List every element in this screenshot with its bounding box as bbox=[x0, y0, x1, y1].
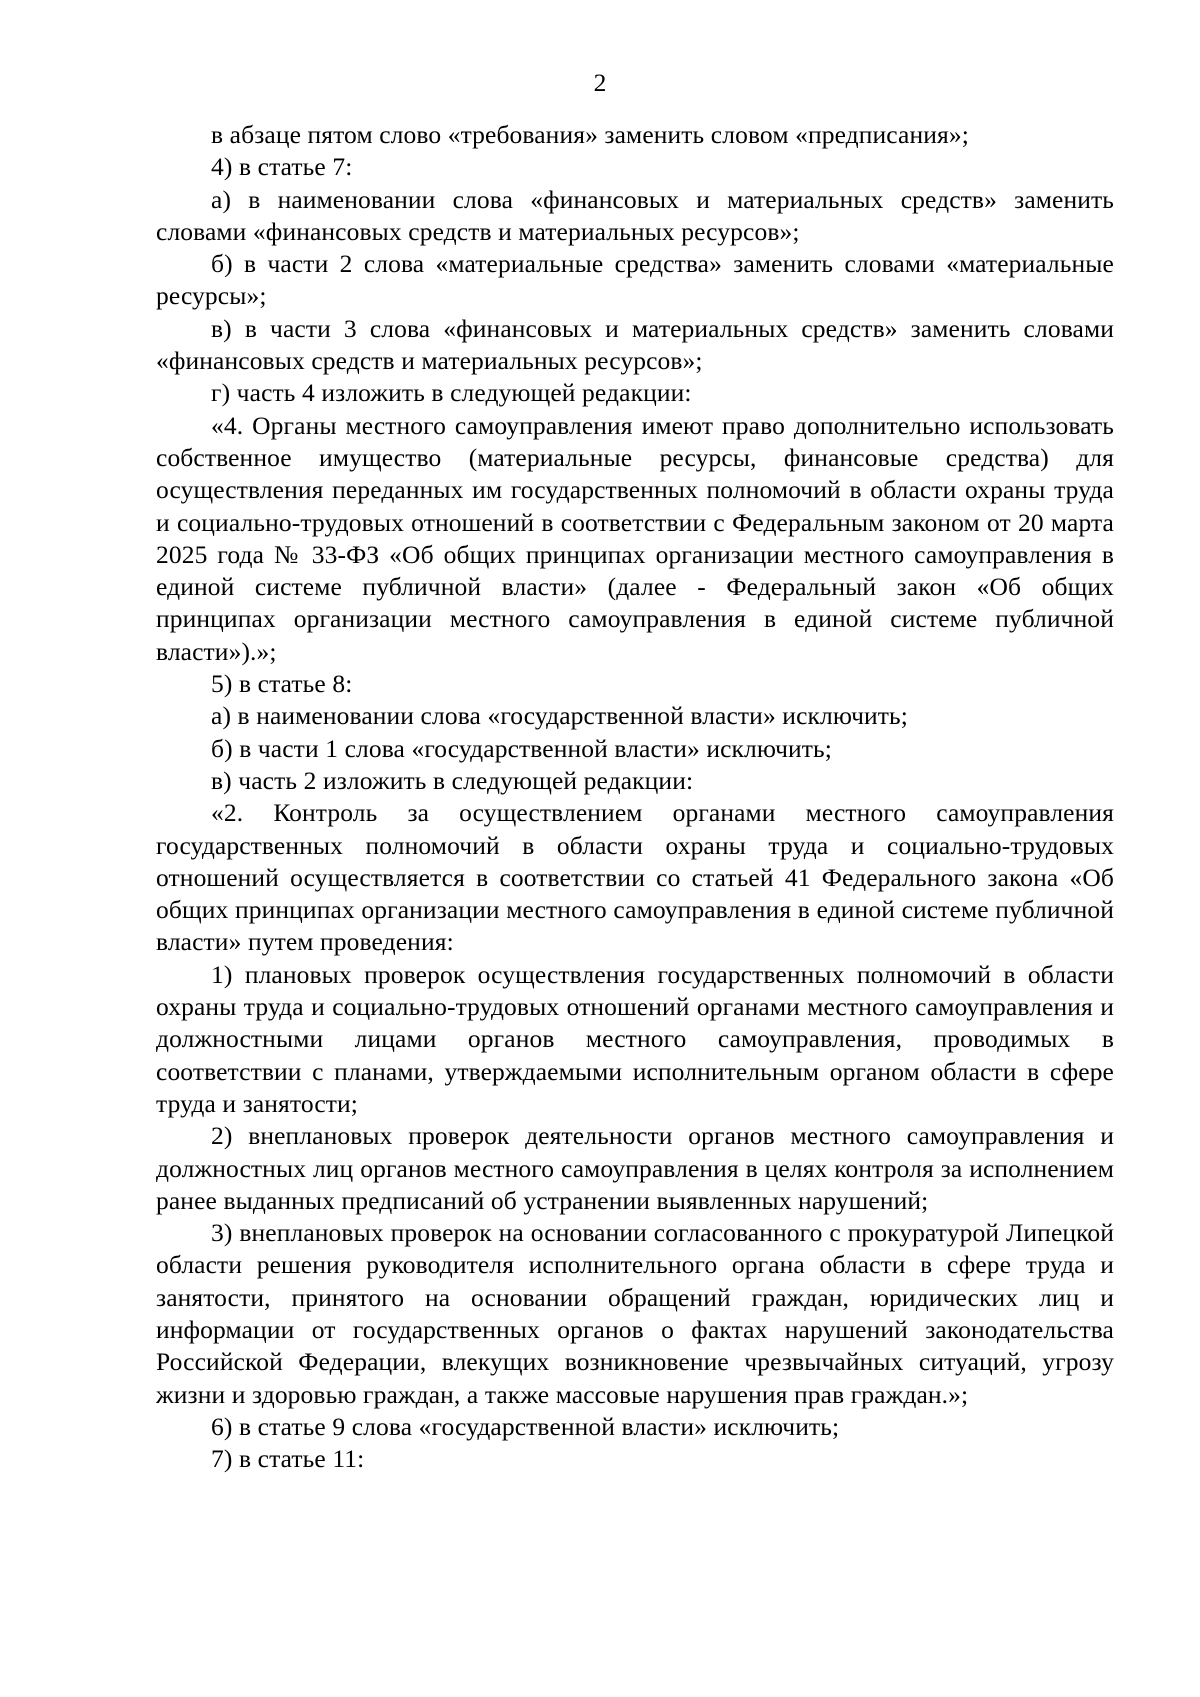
paragraph-item-4-article-7: 4) в статье 7: bbox=[211, 152, 353, 182]
paragraph-item-5-article-8: 5) в статье 8: bbox=[211, 669, 353, 699]
paragraph-7b: б) в части 2 слова «материальные средства» заменить словами «материальные ресурсы»; bbox=[156, 249, 1114, 311]
paragraph-7v: в) в части 3 слова «финансовых и материальных средств» заменить словами «финансовых средств и материальных ресурсов»; bbox=[156, 313, 1114, 376]
paragraph-amend-par5-word: в абзаце пятом слово «требования» заменить словом «предписания»; bbox=[211, 120, 969, 149]
paragraph-7g: г) часть 4 изложить в следующей редакции: bbox=[211, 378, 692, 408]
paragraph-part-4-text: «4. Органы местного самоуправления имеют право дополнительно использовать собственное имущество (материальные ресурсы, финансовые средства) для осуществления переданных им государственных полномочий в области охраны труда и социально-трудовых отношений в соответствии с Федеральным законом от 20 марта 2025 года № 33-ФЗ «Об общих принципах организации местного самоуправления в единой системе публичной власти» (далее - Федеральный закон «Об общих принципах организации местного самоуправления в единой системе публичной власти»).»; bbox=[156, 410, 1114, 666]
paragraph-item-6-article-9: 6) в статье 9 слова «государственной власти» исключить; bbox=[211, 1411, 840, 1441]
paragraph-8b: б) в части 1 слова «государственной власти» исключить; bbox=[211, 733, 833, 763]
paragraph-7a: а) в наименовании слова «финансовых и материальных средств» заменить словами «финансовых средств и материальных ресурсов»; bbox=[156, 184, 1114, 246]
page-number: 2 bbox=[593, 68, 607, 97]
paragraph-8v: в) часть 2 изложить в следующей редакции: bbox=[211, 765, 694, 795]
paragraph-8a: а) в наименовании слова «государственной власти» исключить; bbox=[211, 701, 908, 731]
paragraph-item-7-article-11: 7) в статье 11: bbox=[211, 1444, 365, 1474]
paragraph-control-3: 3) внеплановых проверок на основании согласованного с прокуратурой Липецкой области решения руководителя исполнительного органа области в сфере труда и занятости, принятого на основании обращений граждан, юридических лиц и информации от государственных органов о фактах нарушений законодательства Российской Федерации, влекущих возникновение чрезвычайных ситуаций, угрозу жизни и здоровью граждан, а также массовые нарушения прав граждан.»; bbox=[156, 1218, 1114, 1409]
paragraph-part-2-text: «2. Контроль за осуществлением органами местного самоуправления государственных полномочий в области охраны труда и социально-трудовых отношений осуществляется в соответствии со статьей 41 Федерального закона «Об общих принципах организации местного самоуправления в единой системе публичной власти» путем проведения: bbox=[156, 798, 1114, 957]
paragraph-control-2: 2) внеплановых проверок деятельности органов местного самоуправления и должностных лиц органов местного самоуправления в целях контроля за исполнением ранее выданных предписаний об устранении выявленных нарушений; bbox=[156, 1121, 1114, 1215]
paragraph-control-1: 1) плановых проверок осуществления государственных полномочий в области охраны труда и социально-трудовых отношений органами местного самоуправления и должностными лицами органов местного самоуправления, проводимых в соответствии с планами, утверждаемыми исполнительным органом области в сфере труда и занятости; bbox=[156, 959, 1114, 1118]
document-body bbox=[156, 119, 1114, 1475]
